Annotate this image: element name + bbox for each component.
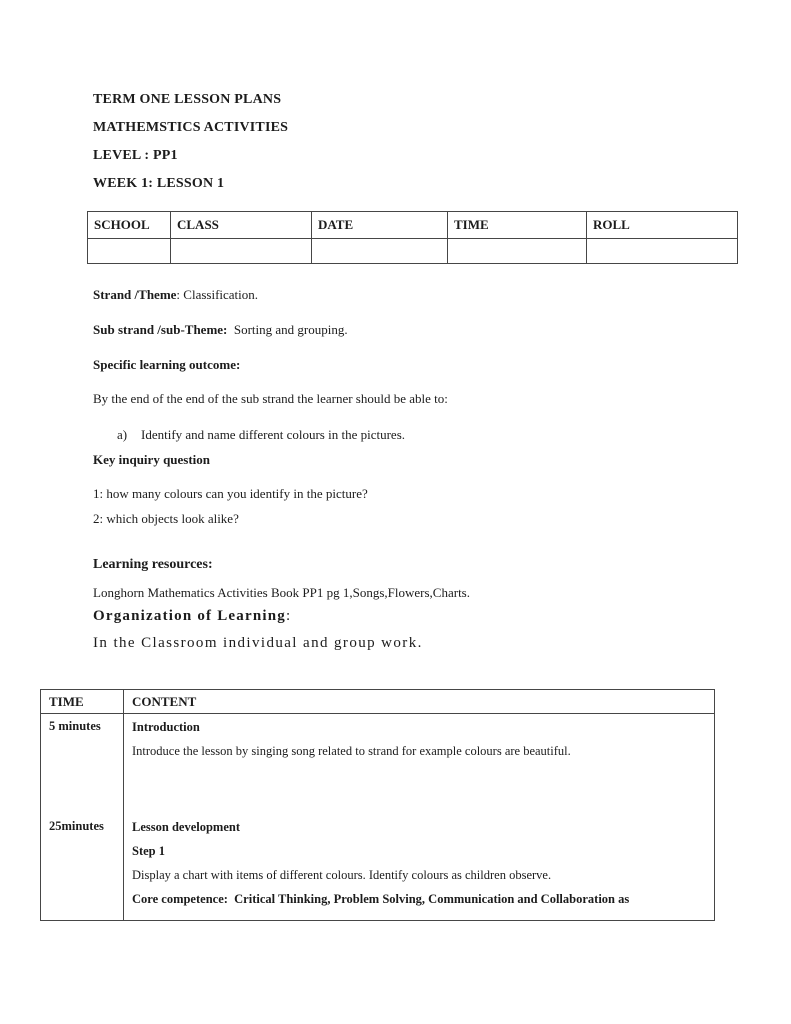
schedule-row-development <box>41 814 715 921</box>
info-table-empty-row <box>88 239 738 264</box>
schedule-time-2: 25minutes <box>49 818 104 833</box>
info-cell-date <box>312 239 448 264</box>
inquiry-heading: Key inquiry question <box>93 452 211 467</box>
substrand-value: Sorting and grouping. <box>227 322 348 337</box>
list-text: Identify and name different colours in the pictures. <box>141 427 406 442</box>
schedule-col-content: CONTENT <box>124 690 715 714</box>
schedule-time-1: 5 minutes <box>49 719 101 733</box>
info-table-header-row <box>88 212 738 239</box>
schedule-table <box>40 689 715 921</box>
doc-level: LEVEL : PP1 <box>93 148 178 163</box>
info-col-date: DATE <box>312 212 448 239</box>
organization-colon: : <box>285 608 292 624</box>
info-col-time: TIME <box>448 212 587 239</box>
step-title: Step 1 <box>132 843 165 858</box>
info-col-school: SCHOOL <box>88 212 171 239</box>
core-competence: Core competence: Critical Thinking, Problem Solving, Communication and Collaboration as <box>132 891 630 906</box>
strand-value: : Classification. <box>176 287 259 302</box>
doc-week: WEEK 1: LESSON 1 <box>93 176 225 191</box>
info-cell-time <box>448 239 587 264</box>
doc-title: TERM ONE LESSON PLANS <box>93 92 282 107</box>
list-marker: a) <box>117 427 128 442</box>
schedule-content-2 <box>124 814 715 921</box>
info-cell-class <box>171 239 312 264</box>
info-cell-roll <box>587 239 738 264</box>
info-col-roll: ROLL <box>587 212 738 239</box>
outcome-list-item <box>117 426 405 443</box>
introduction-title: Introduction <box>132 720 200 734</box>
resources-heading: Learning resources: <box>93 557 213 572</box>
outcome-intro: By the end of the end of the sub strand the learner should be able to: <box>93 391 448 406</box>
info-col-class: CLASS <box>171 212 312 239</box>
organization-heading <box>93 608 291 625</box>
info-cell-school <box>88 239 171 264</box>
introduction-body: Introduce the lesson by singing song related to strand for example colours are beautiful. <box>132 744 571 758</box>
outcome-heading: Specific learning outcome: <box>93 357 241 372</box>
schedule-col-time: TIME <box>41 690 124 714</box>
schedule-header-row <box>41 690 715 714</box>
substrand-label: Sub strand /sub-Theme: <box>93 322 228 337</box>
school-info-table <box>87 211 738 264</box>
inquiry-question-1: 1: how many colours can you identify in the picture? <box>93 486 368 501</box>
strand-line <box>93 286 258 303</box>
inquiry-question-2: 2: which objects look alike? <box>93 511 239 526</box>
substrand-line <box>93 321 348 338</box>
strand-label: Strand /Theme <box>93 287 177 302</box>
schedule-content-1 <box>124 714 715 814</box>
resources-text: Longhorn Mathematics Activities Book PP1 pg 1,Songs,Flowers,Charts. <box>93 585 470 600</box>
development-title: Lesson development <box>132 819 240 834</box>
step-detail: Display a chart with items of different colours. Identify colours as children observe. <box>132 867 552 882</box>
schedule-row-introduction <box>41 714 715 814</box>
doc-subject: MATHEMSTICS ACTIVITIES <box>93 120 289 135</box>
organization-label: Organization of Learning <box>93 608 286 624</box>
organization-text: In the Classroom individual and group work. <box>93 635 423 651</box>
